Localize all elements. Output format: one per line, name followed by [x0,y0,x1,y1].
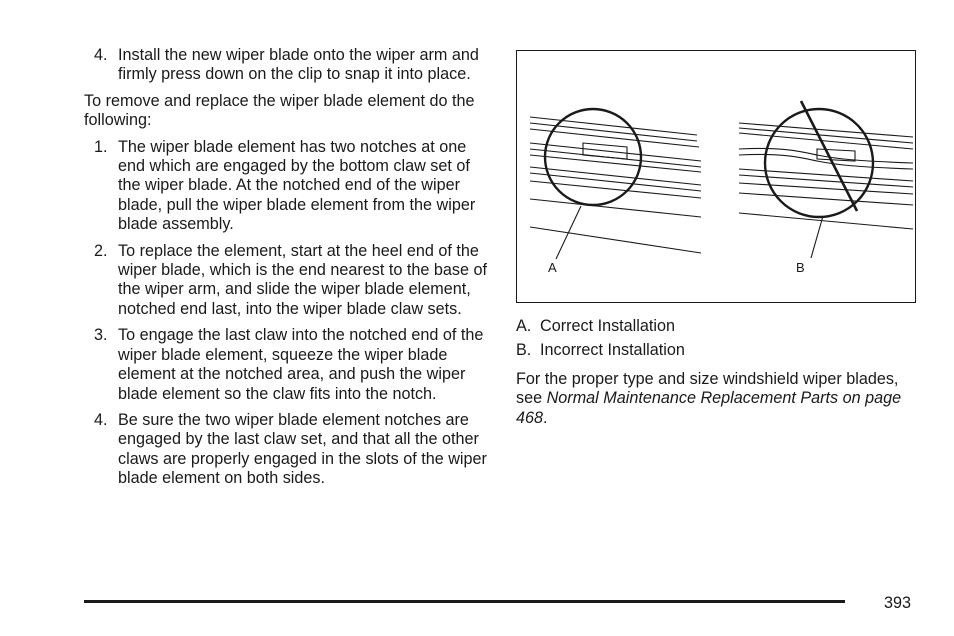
left-column [84,46,494,496]
step-number: 1. [94,137,108,156]
caption-a [516,317,916,336]
correct-installation-illustration [530,109,701,259]
element-step-1 [84,138,494,235]
step-text: To replace the element, start at the heel end of the wiper blade, which is the end nearest to the base of the wiper arm, and slide the wiper blade element, notched end last, into the wiper blade claw sets. [118,241,487,318]
wiper-diagram [517,51,917,304]
maintenance-reference-link[interactable]: Normal Maintenance Replacement Parts on page 468 [516,389,902,427]
step-number: 4. [94,46,108,64]
incorrect-installation-illustration [739,101,913,258]
step-number: 2. [94,241,108,260]
caption-text: Correct Installation [540,317,675,335]
install-step-4 [84,46,494,85]
page-number: 393 [884,594,912,612]
right-column [516,317,916,428]
note-suffix: . [543,408,548,427]
caption-letter: A. [516,317,532,335]
element-step-4 [84,411,494,489]
element-step-3 [84,326,494,404]
caption-letter: B. [516,341,532,360]
element-step-2 [84,242,494,320]
step-text: The wiper blade element has two notches at one end which are engaged by the bottom claw set of the wiper blade. At the notched end of the wiper blade, pull the wiper blade element from the wiper blade assembly. [118,137,476,234]
step-text: Be sure the two wiper blade element notches are engaged by the last claw set, and that all the other claws are properly engaged in the slots of the wiper blade element on both sides. [118,410,487,488]
figure-label-b: B [796,260,805,275]
footer-rule [84,600,845,603]
step-text: To engage the last claw into the notched end of the wiper blade element, squeeze the wiper blade element at the notched area, and push the wiper blade element so the claw fits into the notch. [118,326,484,403]
wiper-installation-figure [516,50,916,303]
figure-label-a: A [548,260,557,275]
replacement-note [516,370,916,428]
caption-text: Incorrect Installation [540,341,685,360]
step-number: 3. [94,326,108,345]
step-text: Install the new wiper blade onto the wiper arm and firmly press down on the clip to snap it into place. [118,46,479,84]
caption-b [516,341,916,360]
step-number: 4. [94,410,108,429]
note-prefix: For the proper type and size windshield wiper blades, see [516,369,899,408]
intro-paragraph: To remove and replace the wiper blade element do the following: [84,91,475,130]
